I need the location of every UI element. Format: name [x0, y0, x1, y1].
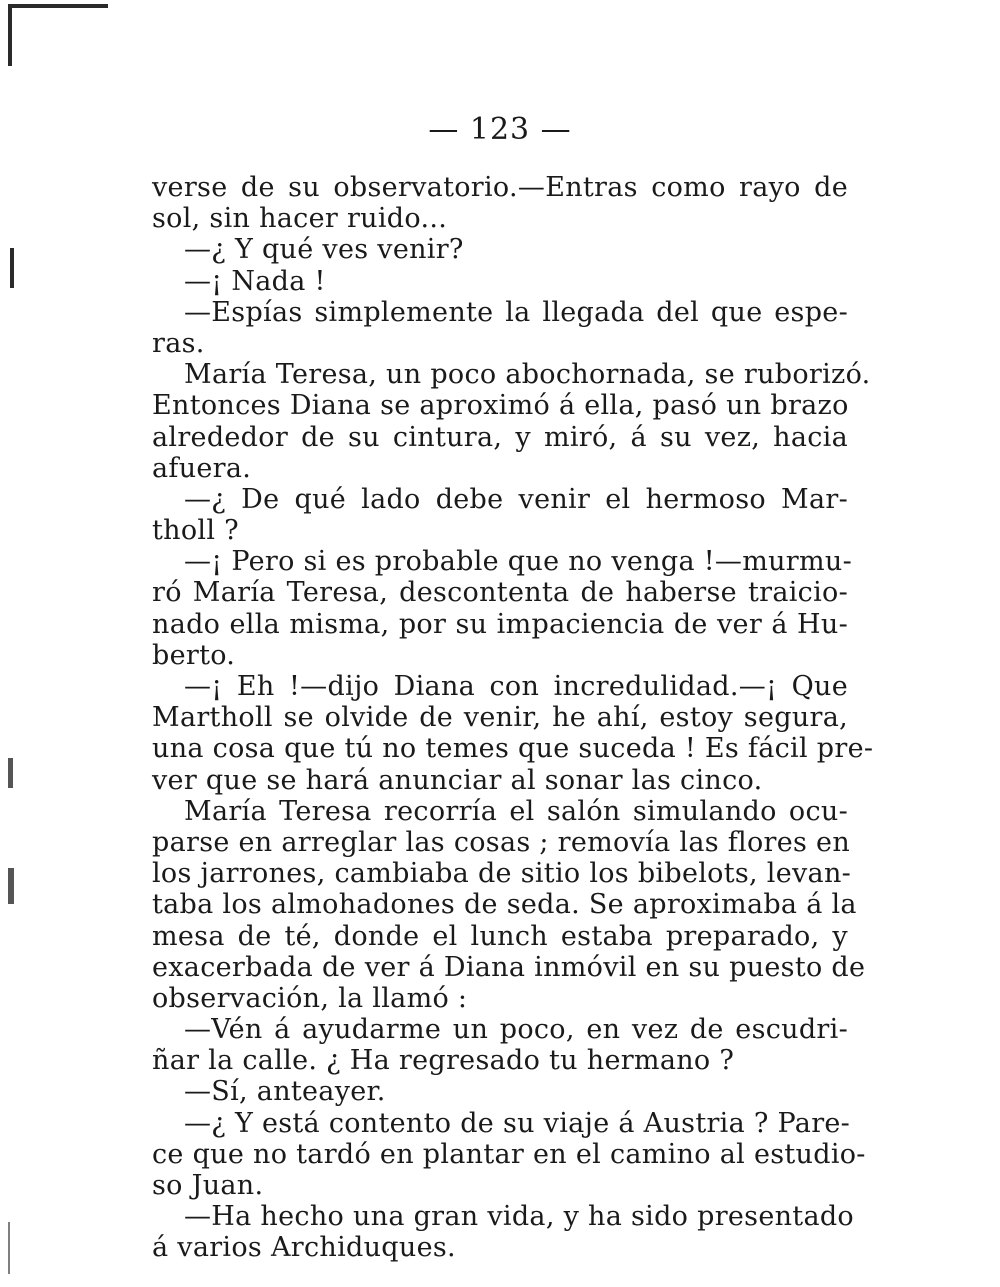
- text-line: á varios Archiduques.: [152, 1232, 456, 1264]
- text-line: Martholl se olvide de venir, he ahí, estoy segura,: [152, 702, 848, 734]
- text-line: afuera.: [152, 452, 252, 484]
- text-line: so Juan.: [152, 1170, 264, 1201]
- text-line: —¿ Y está contento de su viaje á Austria ? Pare-: [184, 1107, 851, 1139]
- text-line: —¿ De qué lado debe venir el hermoso Mar-: [184, 483, 848, 515]
- text-line: verse de su observatorio.—Entras como rayo de: [152, 172, 848, 203]
- text-line: parse en arreglar las cosas ; removía las flores en: [152, 826, 851, 858]
- scan-edge-mark: [8, 758, 13, 788]
- text-line: —Ha hecho una gran vida, y ha sido presentado: [184, 1201, 854, 1233]
- text-line: nado ella misma, por su impaciencia de ver á Hu-: [152, 608, 848, 640]
- scan-edge-mark: [8, 868, 14, 904]
- scan-corner-mark-horizontal: [8, 4, 108, 8]
- text-line: los jarrones, cambiaba de sitio los bibelots, levan-: [152, 858, 852, 890]
- text-line: ver que se hará anunciar al sonar las cinco.: [152, 764, 763, 796]
- text-line: —¿ Y qué ves venir?: [184, 234, 464, 266]
- text-line: María Teresa, un poco abochornada, se ruborizó.: [184, 359, 871, 391]
- text-line: exacerbada de ver á Diana inmóvil en su puesto de: [152, 951, 866, 983]
- scan-corner-mark-vertical: [8, 4, 12, 66]
- text-line: —¡ Eh !—dijo Diana con incredulidad.—¡ Que: [184, 671, 848, 702]
- text-line: —Espías simplemente la llegada del que espe-: [184, 296, 848, 328]
- text-line: ras.: [152, 327, 205, 359]
- scan-edge-mark: [10, 248, 14, 288]
- text-line: María Teresa recorría el salón simulando ocu-: [184, 795, 848, 827]
- text-line: mesa de té, donde el lunch estaba preparado, y: [152, 920, 848, 952]
- text-line: ce que no tardó en plantar en el camino al estudio-: [152, 1138, 866, 1170]
- text-line: sol, sin hacer ruido...: [152, 203, 448, 235]
- text-line: Entonces Diana se aproximó á ella, pasó un brazo: [152, 390, 849, 422]
- text-line: —¡ Nada !: [184, 265, 326, 297]
- text-line: taba los almohadones de seda. Se aproximaba á la: [152, 889, 857, 921]
- text-line: tholl ?: [152, 515, 239, 547]
- text-line: —Sí, anteayer.: [184, 1076, 386, 1108]
- page-number: — 123 —: [428, 112, 572, 147]
- text-line: alrededor de su cintura, y miró, á su vez, hacia: [152, 421, 848, 453]
- text-line: ró María Teresa, descontenta de haberse traicio-: [152, 577, 848, 609]
- scan-edge-mark: [8, 1222, 10, 1274]
- text-line: ñar la calle. ¿ Ha regresado tu hermano ?: [152, 1045, 735, 1077]
- text-line: berto.: [152, 639, 236, 671]
- text-line: —¡ Pero si es probable que no venga !—murmu-: [184, 546, 853, 578]
- text-line: —Vén á ayudarme un poco, en vez de escudri-: [184, 1014, 848, 1046]
- text-line: una cosa que tú no temes que suceda ! Es fácil pre-: [152, 733, 874, 765]
- body-text: [152, 172, 874, 1264]
- text-line: observación, la llamó :: [152, 982, 468, 1014]
